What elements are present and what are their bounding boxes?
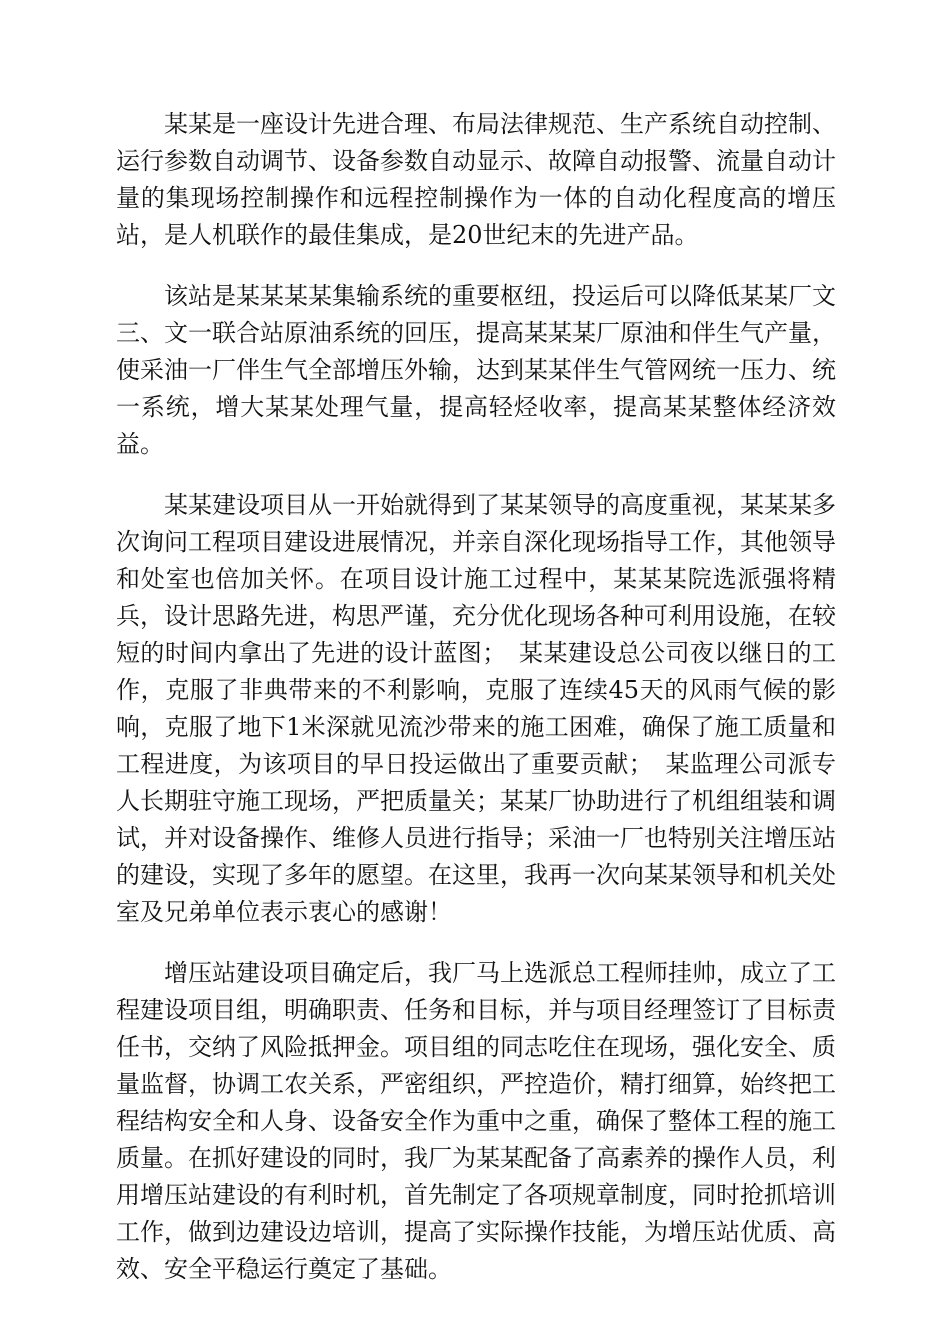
paragraph-project-management: 增压站建设项目确定后，我厂马上选派总工程师挂帅，成立了工程建设项目组，明确职责、任务和目标，并与项目经理签订了目标责任书，交纳了风险抵押金。项目组的同志吃住在现场，强化安全、质量监督，协调工农关系，严密组织，严控造价，精打细算，始终把工程结构安全和人身、设备安全作为重中之重，确保了整体工程的施工质量。在抓好建设的同时，我厂为某某配备了高素养的操作人员，利用增压站建设的有利时机，首先制定了各项规章制度，同时抢抓培训工作，做到边建设边培训，提高了实际操作技能，为增压站优质、高效、安全平稳运行奠定了基础。	[116, 959, 836, 1283]
paragraph-station-role: 该站是某某某某集输系统的重要枢纽，投运后可以降低某某厂文三、文一联合站原油系统的回压，提高某某某厂原油和伴生气产量，使采油一厂伴生气全部增压外输，达到某某伴生气管网统一压力、统一系统，增大某某处理气量，提高轻烃收率，提高某某整体经济效益。	[116, 282, 836, 458]
paragraph-acknowledgements: 某某建设项目从一开始就得到了某某领导的高度重视，某某某多次询问工程项目建设进展情况，并亲自深化现场指导工作，其他领导和处室也倍加关怀。在项目设计施工过程中，某某某院选派强将精兵，设计思路先进，构思严谨，充分优化现场各种可利用设施，在较短的时间内拿出了先进的设计蓝图； 某某建设总公司夜以继日的工作，克服了非典带来的不利影响，克服了连续45天的风雨气候的影响，克服了地下1米深就见流沙带来的施工困难，确保了施工质量和工程进度，为该项目的早日投运做出了重要贡献； 某监理公司派专人长期驻守施工现场，严把质量关；某某厂协助进行了机组组装和调试，并对设备操作、维修人员进行指导；采油一厂也特别关注增压站的建设，实现了多年的愿望。在这里，我再一次向某某领导和机关处室及兄弟单位表示衷心的感谢！	[116, 491, 836, 926]
paragraph-intro: 某某是一座设计先进合理、布局法律规范、生产系统自动控制、运行参数自动调节、设备参数自动显示、故障自动报警、流量自动计量的集现场控制操作和远程控制操作为一体的自动化程度高的增压站，是人机联作的最佳集成，是20世纪末的先进产品。	[116, 110, 836, 249]
document-page	[116, 106, 836, 1312]
